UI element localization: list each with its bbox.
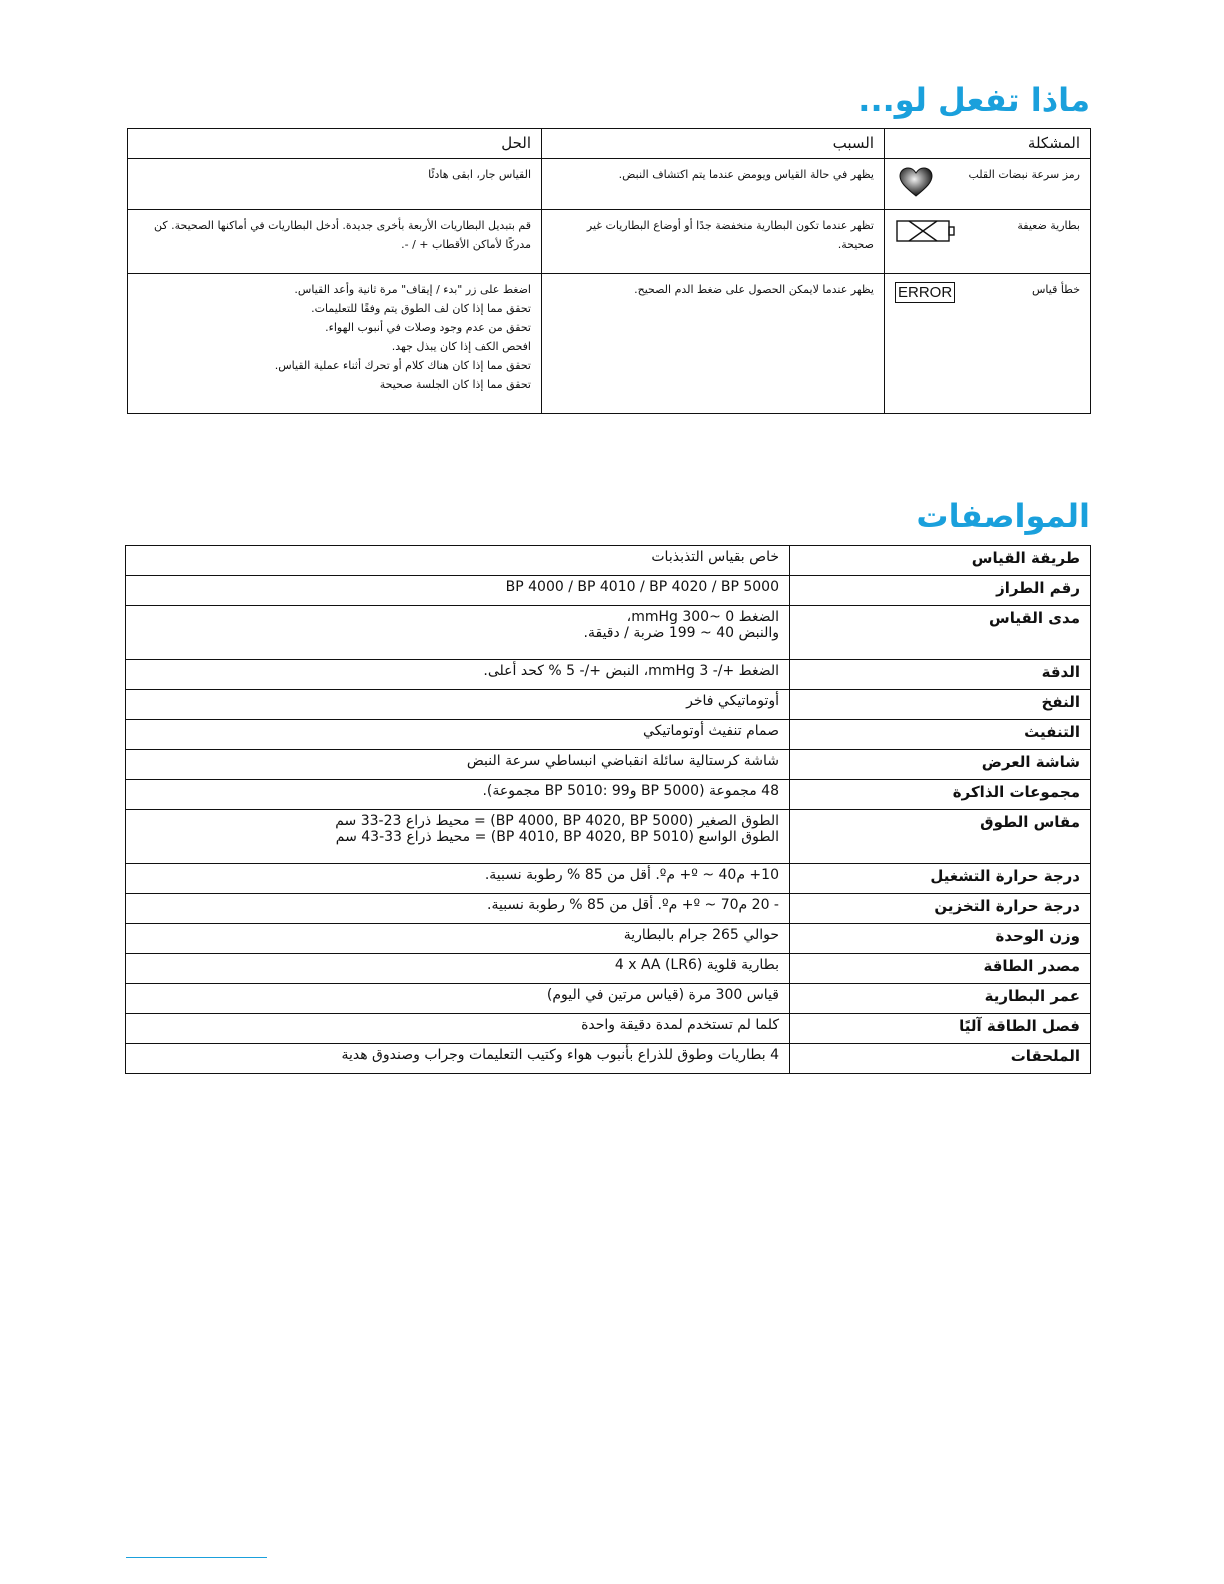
spec-value: الضغط 0 ~300 mmHg، والنبض 40 ~ 199 ضربة / دقيقة. (126, 606, 790, 660)
spec-label: التنفيث (790, 720, 1091, 750)
troubleshooting-title: ماذا تفعل لو... (858, 81, 1090, 119)
spec-value: الطوق الصغير (BP 4000, BP 4020, BP 5000) = محيط ذراع 23-33 سم الطوق الواسع (BP 4010, BP 4020, BP 5010) = محيط ذراع 33-43 سم (126, 810, 790, 864)
spec-label: فصل الطاقة آليًا (790, 1014, 1091, 1044)
cause-cell: يظهر في حالة القياس ويومض عندما يتم اكتشاف النبض. (542, 159, 885, 210)
spec-label: درجة حرارة التخزين (790, 894, 1091, 924)
table-row (126, 660, 1091, 690)
troubleshooting-table (127, 128, 1091, 414)
spec-label: مقاس الطوق (790, 810, 1091, 864)
error-symbol: ERROR (895, 282, 955, 303)
table-row (126, 1044, 1091, 1074)
spec-label: مجموعات الذاكرة (790, 780, 1091, 810)
heart-icon (895, 167, 933, 203)
spec-value: خاص بقياس التذبذبات (126, 546, 790, 576)
table-row (126, 750, 1091, 780)
spec-label: مصدر الطاقة (790, 954, 1091, 984)
table-row (126, 924, 1091, 954)
spec-value: - 20 مº ~ 70+ مº. أقل من 85 % رطوبة نسبية. (126, 894, 790, 924)
problem-cell: خطأ قياس ERROR (885, 274, 1091, 414)
spec-value: 10+ مº ~ 40+ مº. أقل من 85 % رطوبة نسبية. (126, 864, 790, 894)
table-row (126, 780, 1091, 810)
table-row (126, 1014, 1091, 1044)
spec-label: مدى القياس (790, 606, 1091, 660)
spec-value: أوتوماتيكي فاخر (126, 690, 790, 720)
spec-value: قياس 300 مرة (قياس مرتين في اليوم) (126, 984, 790, 1014)
spec-value: 48 مجموعة (BP 5000 و99 :BP 5010 مجموعة). (126, 780, 790, 810)
battery-icon (895, 218, 957, 250)
table-row (126, 984, 1091, 1014)
header-solution: الحل (128, 129, 542, 159)
footnote-divider (126, 1557, 267, 1558)
cause-cell: تظهر عندما تكون البطارية منخفضة جدًا أو أوضاع البطاريات غير صحيحة. (542, 210, 885, 274)
specifications-title: المواصفات (916, 497, 1090, 535)
table-header-row (128, 129, 1091, 159)
problem-cell: بطارية ضعيفة (885, 210, 1091, 274)
table-row (126, 576, 1091, 606)
table-row (128, 159, 1091, 210)
spec-value: حوالي 265 جرام بالبطارية (126, 924, 790, 954)
spec-label: درجة حرارة التشغيل (790, 864, 1091, 894)
spec-label: طريقة القياس (790, 546, 1091, 576)
solution-cell: اضغط على زر "بدء / إيقاف" مرة ثانية وأعد القياس. تحقق مما إذا كان لف الطوق يتم وفقًا للتعليمات. تحقق من عدم وجود وصلات في أنبوب الهواء. افحص الكف إذا كان يبذل جهد. تحقق مما إذا كان هناك كلام أو تحرك أثناء عملية القياس. تحقق مما إذا كان الجلسة صحيحة (128, 274, 542, 414)
solution-cell: قم بتبديل البطاريات الأربعة بأخرى جديدة. أدخل البطاريات في أماكنها الصحيحة. كن مدركًا لأماكن الأقطاب + / -. (128, 210, 542, 274)
solution-cell: القياس جار، ابقى هادئًا (128, 159, 542, 210)
spec-value: بطارية قلوية (LR6) 4 x AA (126, 954, 790, 984)
table-row (126, 864, 1091, 894)
spec-label: الملحقات (790, 1044, 1091, 1074)
table-row (126, 810, 1091, 864)
spec-value: 4 بطاريات وطوق للذراع بأنبوب هواء وكتيب التعليمات وجراب وصندوق هدية (126, 1044, 790, 1074)
specifications-table (125, 545, 1091, 1074)
spec-label: رقم الطراز (790, 576, 1091, 606)
table-row (126, 954, 1091, 984)
spec-value: كلما لم تستخدم لمدة دقيقة واحدة (126, 1014, 790, 1044)
spec-label: النفخ (790, 690, 1091, 720)
spec-value: الضغط +/- 3 mmHg، النبض +/- 5 % كحد أعلى. (126, 660, 790, 690)
table-row (126, 606, 1091, 660)
table-row (128, 274, 1091, 414)
spec-label: عمر البطارية (790, 984, 1091, 1014)
spec-value: صمام تنفيث أوتوماتيكي (126, 720, 790, 750)
spec-label: وزن الوحدة (790, 924, 1091, 954)
header-problem: المشكلة (885, 129, 1091, 159)
spec-value: شاشة كرستالية سائلة انقباضي انبساطي سرعة النبض (126, 750, 790, 780)
table-row (126, 690, 1091, 720)
spec-value: BP 4000 / BP 4010 / BP 4020 / BP 5000 (126, 576, 790, 606)
table-row (128, 210, 1091, 274)
table-row (126, 546, 1091, 576)
spec-label: شاشة العرض (790, 750, 1091, 780)
table-row (126, 720, 1091, 750)
spec-label: الدقة (790, 660, 1091, 690)
problem-cell: رمز سرعة نبضات القلب (885, 159, 1091, 210)
header-cause: السبب (542, 129, 885, 159)
cause-cell: يظهر عندما لايمكن الحصول على ضغط الدم الصحيح. (542, 274, 885, 414)
table-row (126, 894, 1091, 924)
